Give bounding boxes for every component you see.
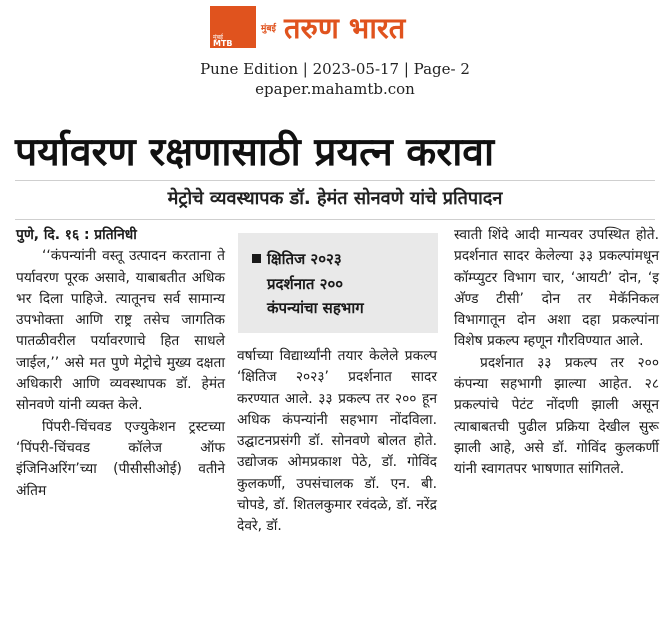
divider bbox=[15, 219, 655, 220]
pull-quote-line-1: क्षितिज २०२३ bbox=[267, 250, 342, 268]
article-column-1 bbox=[16, 225, 225, 502]
dateline: पुणे, दि. १६ : प्रतिनिधी bbox=[16, 227, 137, 243]
masthead-prefix: मुंबई bbox=[261, 24, 276, 34]
logo-small-text: मुंबई bbox=[213, 34, 223, 41]
pull-quote bbox=[238, 233, 438, 333]
epaper-url: epaper.mahamtb.con bbox=[255, 80, 415, 98]
subheadline: मेट्रोचे व्यवस्थापक डॉ. हेमंत सोनवणे यांचे प्रतिपादन bbox=[167, 188, 503, 209]
article-column-2 bbox=[237, 346, 437, 538]
edition-line: Pune Edition | 2023-05-17 | Page- 2 bbox=[200, 60, 470, 78]
divider bbox=[15, 180, 655, 181]
masthead-brand: तरुण भारत bbox=[284, 11, 406, 45]
headline: पर्यावरण रक्षणासाठी प्रयत्न करावा bbox=[15, 130, 495, 175]
logo bbox=[210, 6, 256, 48]
paragraph: प्रदर्शनात ३३ प्रकल्प तर २०० कंपन्या सहभागी झाल्या आहेत. २८ प्रकल्पांचे पेटंट नोंदणी झाली असून त्याबाबतची पुढील प्रक्रिया देखील सुरू झाली आहे, असे डॉ. गोविंद कुलकर्णी यांनी स्वागतपर भाषणात सांगितले. bbox=[454, 354, 659, 478]
paragraph: पिंपरी-चिंचवड एज्युकेशन ट्रस्टच्या ‘पिंपरी-चिंचवड कॉलेज ऑफ इंजिनिअरिंग’च्या (पीसीसीओई) वतीने अंतिम bbox=[16, 418, 225, 499]
pull-quote-line-2: प्रदर्शनात २०० bbox=[267, 275, 344, 293]
pull-quote-line-3: कंपन्यांचा सहभाग bbox=[267, 299, 364, 317]
paragraph: ‘‘कंपन्यांनी वस्तू उत्पादन करताना ते पर्यावरण पूरक असावे, याबाबतीत अधिक भर दिला पाहिजे. त्यातूनच सर्व सामान्य उपभोक्ता आणि राष्ट्र तसेच जागतिक पातळीवरील पर्यावरणाचे हित साधले जाईल,’’ असे मत पुणे मेट्रोचे मुख्य दक्षता अधिकारी आणि व्यवस्थापक डॉ. हेमंत सोनवणे यांनी व्यक्त केले. bbox=[16, 248, 225, 414]
masthead bbox=[210, 6, 460, 48]
paragraph: स्वाती शिंदे आदी मान्यवर उपस्थित होते. प्रदर्शनात सादर केलेल्या ३३ प्रकल्पांमधून कॉम्प्युटर विभाग चार, ‘आयटी’ दोन, ‘इ अ‍ॅण्ड टीसी’ दोन तर मेकॅनिकल विभागातून दोन अशा दहा प्रकल्पांना विशेष प्रकल्प म्हणून गौरविण्यात आले. bbox=[454, 227, 659, 350]
article-column-3 bbox=[454, 225, 659, 481]
square-bullet-icon bbox=[252, 254, 261, 263]
logo-mtb-text: MTB bbox=[213, 39, 233, 48]
paragraph: वर्षाच्या विद्यार्थ्यांनी तयार केलेले प्रकल्प ‘क्षितिज २०२३’ प्रदर्शनात सादर करण्यात आले. ३३ प्रकल्प तर २०० हून अधिक कंपन्यांनी सहभाग नोंदविला. उद्घाटनप्रसंगी डॉ. सोनवणे बोलत होते. उद्योजक ओमप्रकाश पेठे, डॉ. गोविंद कुलकर्णी, उपसंचालक डॉ. एन. बी. चोपडे, डॉ. शितलकुमार रवंदळे, डॉ. नरेंद्र देवरे, डॉ. bbox=[237, 348, 437, 535]
